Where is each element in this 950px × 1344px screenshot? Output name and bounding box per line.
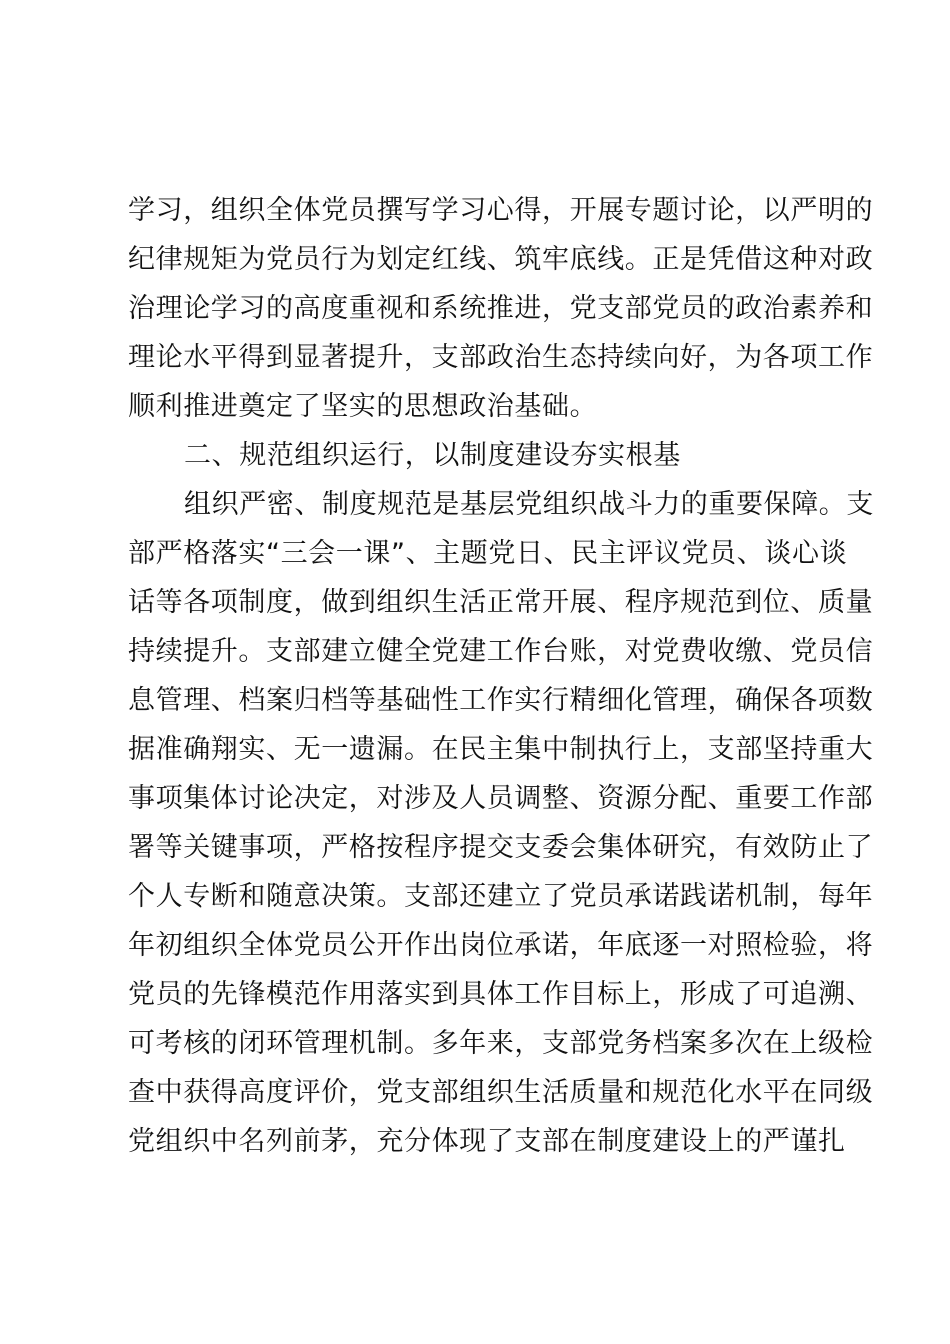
body-text-line: 党员的先锋模范作用落实到具体工作目标上，形成了可追溯、 <box>128 979 874 1010</box>
body-text-line: 学习，组织全体党员撰写学习心得，开展专题讨论，以严明的 <box>128 195 874 226</box>
body-text-line: 年初组织全体党员公开作出岗位承诺，年底逐一对照检验，将 <box>128 930 874 961</box>
body-text-line: 纪律规矩为党员行为划定红线、筑牢底线。正是凭借这种对政 <box>128 244 874 275</box>
body-text-line: 个人专断和随意决策。支部还建立了党员承诺践诺机制，每年 <box>128 881 874 912</box>
document-page <box>128 186 874 1166</box>
paragraph-first-line: 组织严密、制度规范是基层党组织战斗力的重要保障。支 <box>184 489 874 520</box>
body-text-line: 署等关键事项，严格按程序提交支委会集体研究，有效防止了 <box>128 832 874 863</box>
section-heading: 二、规范组织运行，以制度建设夯实根基 <box>184 440 681 471</box>
body-text-line: 息管理、档案归档等基础性工作实行精细化管理，确保各项数 <box>128 685 874 716</box>
body-text-line: 治理论学习的高度重视和系统推进，党支部党员的政治素养和 <box>128 293 874 324</box>
body-text-line: 理论水平得到显著提升，支部政治生态持续向好，为各项工作 <box>128 342 874 373</box>
body-text-line: 顺利推进奠定了坚实的思想政治基础。 <box>128 391 598 422</box>
body-text-line: 可考核的闭环管理机制。多年来，支部党务档案多次在上级检 <box>128 1028 874 1059</box>
body-text-line: 党组织中名列前茅，充分体现了支部在制度建设上的严谨扎 <box>128 1126 846 1157</box>
body-text-line: 话等各项制度，做到组织生活正常开展、程序规范到位、质量 <box>128 587 874 618</box>
body-text-line: 持续提升。支部建立健全党建工作台账，对党费收缴、党员信 <box>128 636 874 667</box>
body-text-line: 部严格落实“三会一课”、主题党日、民主评议党员、谈心谈 <box>128 538 848 569</box>
body-text-line: 据准确翔实、无一遗漏。在民主集中制执行上，支部坚持重大 <box>128 734 874 765</box>
body-text-line: 事项集体讨论决定，对涉及人员调整、资源分配、重要工作部 <box>128 783 874 814</box>
body-text-line: 查中获得高度评价，党支部组织生活质量和规范化水平在同级 <box>128 1077 874 1108</box>
